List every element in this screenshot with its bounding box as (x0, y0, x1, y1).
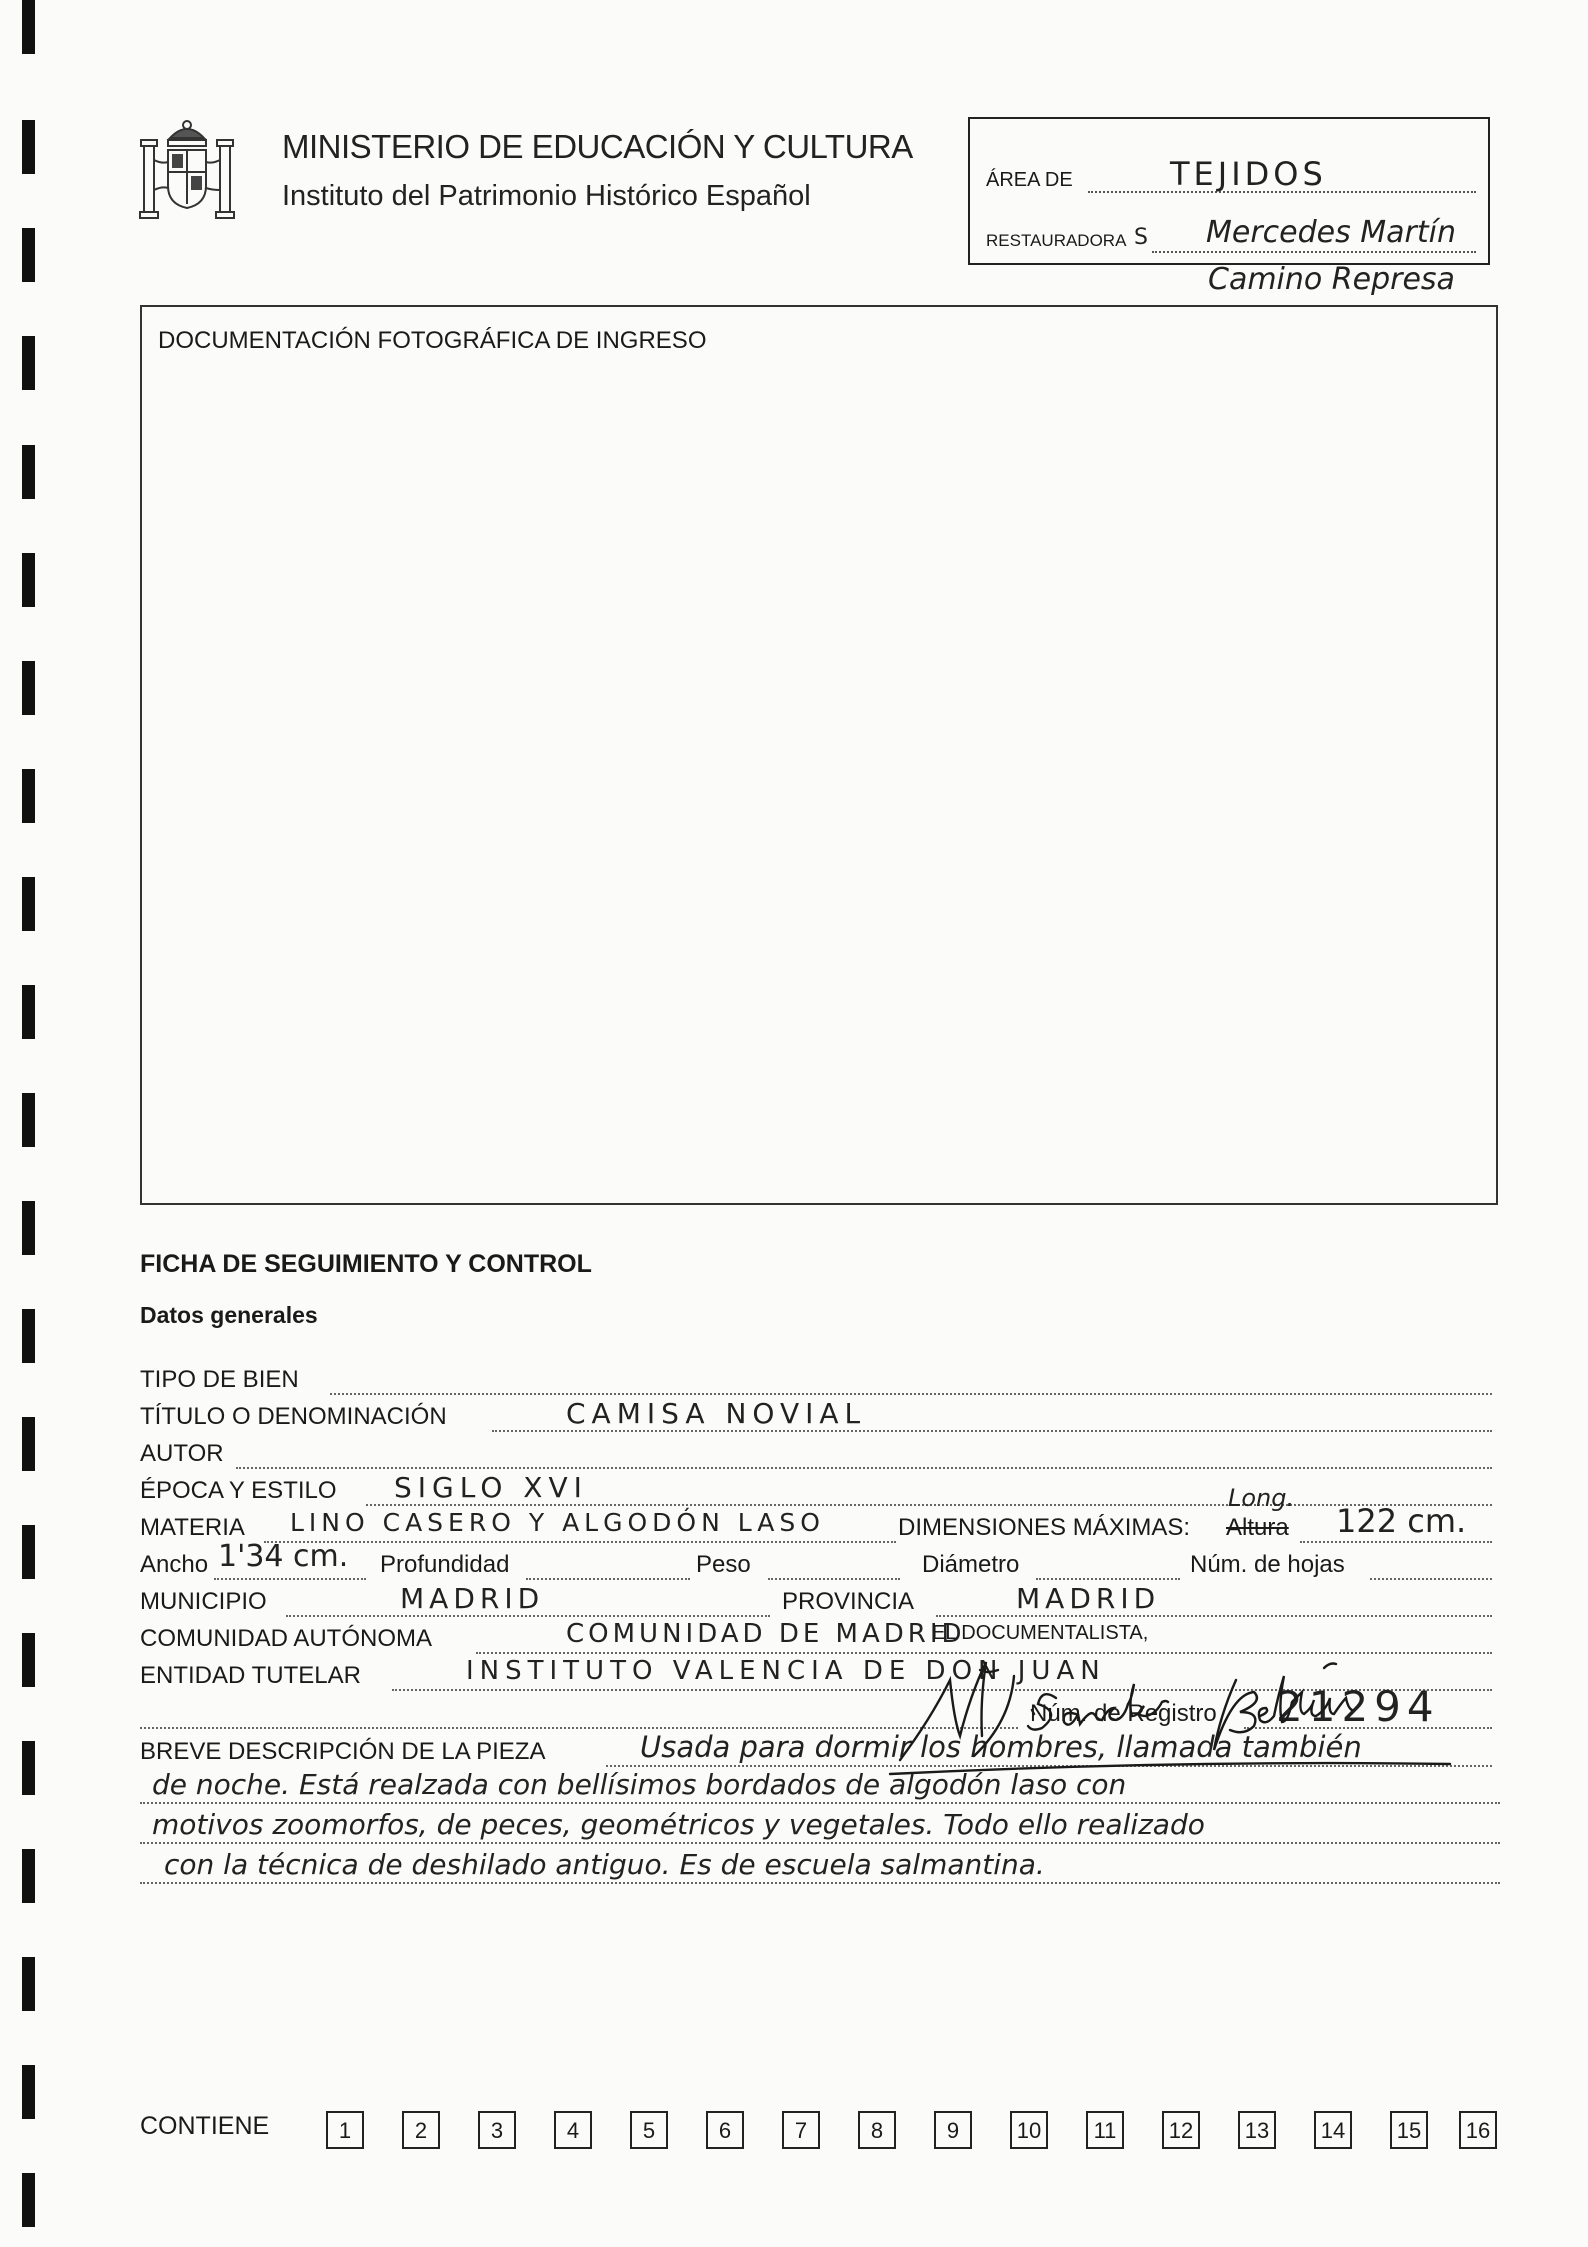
registro-value: 21294 (1276, 1682, 1440, 1731)
contiene-box-4[interactable]: 4 (554, 2111, 592, 2149)
titulo-label: TÍTULO O DENOMINACIÓN (140, 1403, 447, 1430)
descripcion-line-3 (140, 1882, 1500, 1884)
signature-image (880, 1650, 1460, 1780)
registro-label: Núm. de Registro (1030, 1700, 1217, 1727)
descripcion-text-2: motivos zoomorfos, de peces, geométricos y vegetales. Todo ello realizado (152, 1808, 1205, 1841)
autor-row (140, 1440, 1492, 1474)
contiene-box-7[interactable]: 7 (782, 2111, 820, 2149)
institute-name: Instituto del Patrimonio Histórico Español (282, 180, 811, 212)
descripcion-line-1 (140, 1802, 1500, 1804)
contiene-box-2[interactable]: 2 (402, 2111, 440, 2149)
diametro-label: Diámetro (922, 1551, 1020, 1578)
coat-of-arms-icon (136, 116, 238, 224)
ancho-label: Ancho (140, 1551, 209, 1578)
municipio-line (286, 1615, 770, 1617)
peso-line (768, 1578, 900, 1580)
contiene-box-14[interactable]: 14 (1314, 2111, 1352, 2149)
contiene-box-8[interactable]: 8 (858, 2111, 896, 2149)
descripcion-text-0: Usada para dormir los hombres, llamada también (640, 1730, 1362, 1764)
restauradora-value-1: Mercedes Martín (1206, 215, 1457, 250)
municipio-row (140, 1582, 1492, 1622)
contiene-box-1[interactable]: 1 (326, 2111, 364, 2149)
provincia-value: MADRID (1016, 1582, 1161, 1615)
dimensiones-line (1300, 1541, 1492, 1543)
contiene-box-11[interactable]: 11 (1086, 2111, 1124, 2149)
descripcion-text-3: con la técnica de deshilado antiguo. Es de escuela salmantina. (164, 1848, 1045, 1881)
titulo-line (492, 1430, 1492, 1432)
dimensiones-label: DIMENSIONES MÁXIMAS: (898, 1514, 1191, 1541)
epoca-value: SIGLO XVI (394, 1471, 588, 1504)
descripcion-text-1: de noche. Está realzada con bellísimos bordados de algodón laso con (152, 1768, 1127, 1801)
contiene-box-15[interactable]: 15 (1390, 2111, 1428, 2149)
materia-line (264, 1541, 896, 1543)
entidad-label: ENTIDAD TUTELAR (140, 1662, 361, 1689)
contiene-box-10[interactable]: 10 (1010, 2111, 1048, 2149)
num-hojas-line (1370, 1578, 1492, 1580)
area-value: TEJIDOS (1170, 155, 1327, 193)
titulo-value: CAMISA NOVIAL (566, 1397, 867, 1430)
restauradora-dotted-line (1152, 251, 1476, 253)
titulo-row (140, 1397, 1492, 1437)
restauradora-label: RESTAURADORA (986, 231, 1127, 250)
documentalista-label: EL DOCUMENTALISTA, (932, 1622, 1149, 1644)
contiene-box-6[interactable]: 6 (706, 2111, 744, 2149)
contiene-box-16[interactable]: 16 (1459, 2111, 1497, 2149)
contiene-box-12[interactable]: 12 (1162, 2111, 1200, 2149)
area-box (968, 117, 1490, 265)
contiene-box-5[interactable]: 5 (630, 2111, 668, 2149)
restauradora-suffix: S (1134, 225, 1148, 250)
ancho-row (140, 1539, 1492, 1585)
materia-label: MATERIA (140, 1514, 245, 1541)
restauradora-value-2: Camino Represa (1208, 262, 1455, 297)
municipio-value: MADRID (400, 1582, 545, 1615)
materia-value: LINO CASERO Y ALGODÓN LASO (290, 1508, 825, 1537)
autor-label: AUTOR (140, 1440, 224, 1467)
provincia-line (936, 1615, 1492, 1617)
profundidad-line (526, 1578, 690, 1580)
photo-documentation-box (140, 305, 1498, 1205)
dimensiones-value: 122 cm. (1336, 1502, 1467, 1540)
tipo-de-bien-label: TIPO DE BIEN (140, 1366, 299, 1393)
municipio-label: MUNICIPIO (140, 1588, 267, 1615)
comunidad-value: COMUNIDAD DE MADRID (566, 1619, 966, 1649)
form-subtitle: Datos generales (140, 1302, 318, 1328)
ancho-value: 1'34 cm. (218, 1539, 349, 1574)
photo-section-title: DOCUMENTACIÓN FOTOGRÁFICA DE INGRESO (158, 327, 707, 354)
provincia-label: PROVINCIA (782, 1588, 915, 1615)
comunidad-label: COMUNIDAD AUTÓNOMA (140, 1625, 433, 1652)
ministry-name: MINISTERIO DE EDUCACIÓN Y CULTURA (282, 128, 913, 165)
descripcion-line-2 (140, 1842, 1500, 1844)
ancho-line (214, 1578, 366, 1580)
contiene-box-13[interactable]: 13 (1238, 2111, 1276, 2149)
profundidad-label: Profundidad (380, 1551, 510, 1578)
peso-label: Peso (696, 1551, 751, 1578)
diametro-line (1036, 1578, 1180, 1580)
area-label: ÁREA DE (986, 169, 1073, 191)
epoca-line (366, 1504, 1492, 1506)
contiene-box-3[interactable]: 3 (478, 2111, 516, 2149)
epoca-label: ÉPOCA Y ESTILO (140, 1477, 337, 1504)
dimensiones-correction: Long. (1228, 1484, 1295, 1512)
descripcion-label: BREVE DESCRIPCIÓN DE LA PIEZA (140, 1738, 546, 1765)
entidad-value: INSTITUTO VALENCIA DE DON JUAN (466, 1656, 1106, 1686)
num-hojas-label: Núm. de hojas (1190, 1551, 1345, 1578)
dimensiones-struck: Altura (1226, 1514, 1289, 1541)
autor-line (236, 1467, 1492, 1469)
contiene-label: CONTIENE (140, 2112, 270, 2140)
tipo-de-bien-row (140, 1366, 1492, 1400)
contiene-box-9[interactable]: 9 (934, 2111, 972, 2149)
tipo-de-bien-line (330, 1393, 1492, 1395)
binding-holes (22, 0, 38, 2247)
form-title: FICHA DE SEGUIMIENTO Y CONTROL (140, 1250, 592, 1278)
